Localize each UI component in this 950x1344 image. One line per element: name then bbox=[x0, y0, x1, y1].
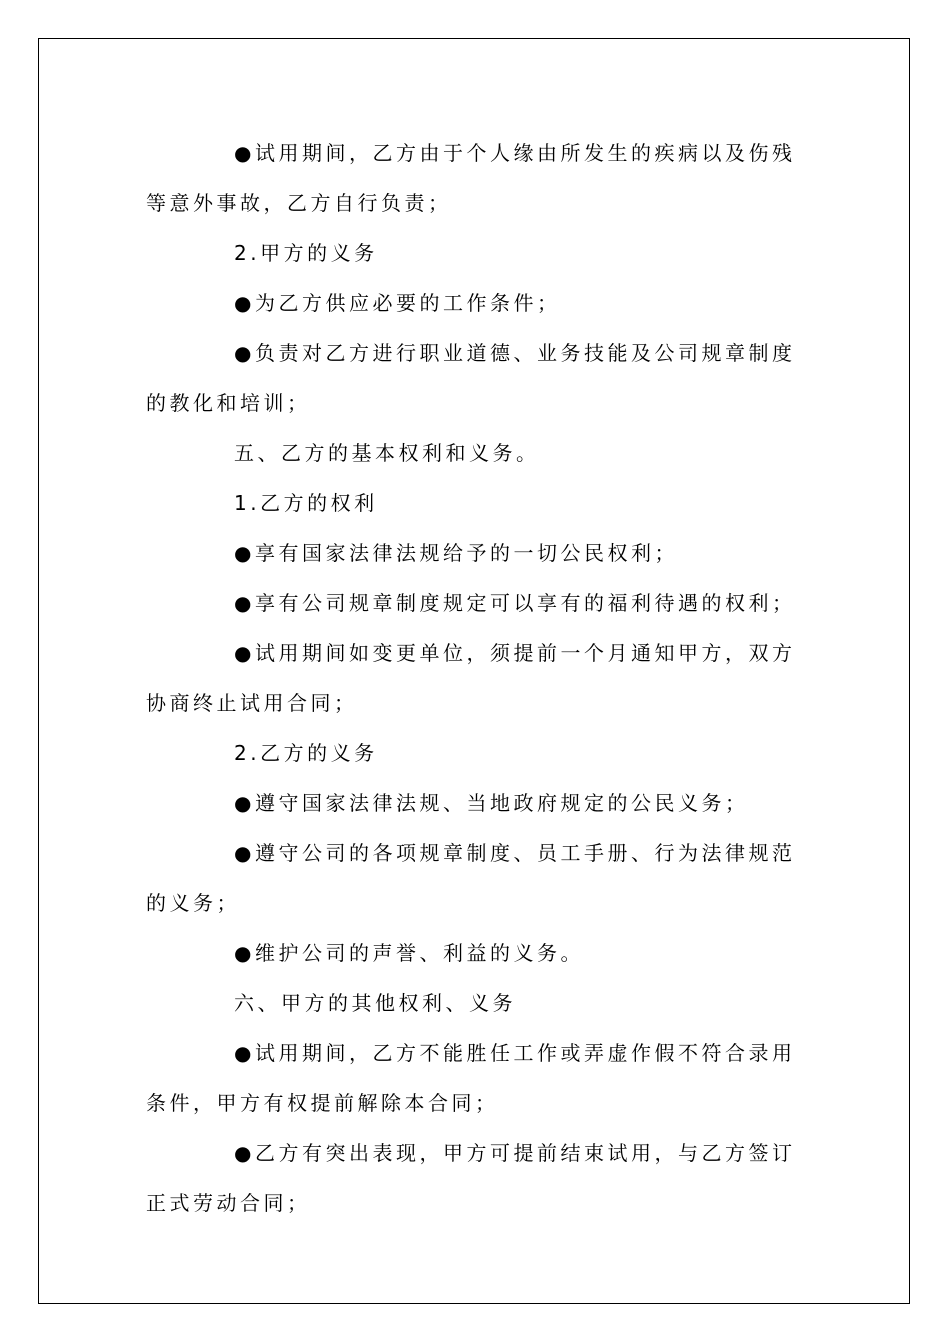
paragraph-company-reputation: ●维护公司的声誉、利益的义务。 bbox=[234, 941, 584, 965]
heading-section-five: 五、乙方的基本权利和义务。 bbox=[234, 441, 540, 465]
paragraph-civil-obligations: ●遵守国家法律法规、当地政府规定的公民义务； bbox=[234, 791, 749, 815]
heading-party-a-obligations: 2.甲方的义务 bbox=[234, 241, 378, 265]
paragraph-civil-rights: ●享有国家法律法规给予的一切公民权利； bbox=[234, 541, 678, 565]
paragraph-company-rules: ●遵守公司的各项规章制度、员工手册、行为法律规范的义务； bbox=[146, 841, 796, 915]
heading-party-b-rights: 1.乙方的权利 bbox=[234, 491, 378, 515]
paragraph-early-completion: ●乙方有突出表现，甲方可提前结束试用，与乙方签订正式劳动合同； bbox=[146, 1141, 796, 1215]
heading-party-b-obligations: 2.乙方的义务 bbox=[234, 741, 378, 765]
document-body bbox=[146, 128, 808, 1228]
paragraph-probation-illness: ●试用期间，乙方由于个人缘由所发生的疾病以及伤残等意外事故，乙方自行负责； bbox=[146, 141, 796, 215]
paragraph-welfare-rights: ●享有公司规章制度规定可以享有的福利待遇的权利； bbox=[234, 591, 796, 615]
paragraph-work-conditions: ●为乙方供应必要的工作条件； bbox=[234, 291, 561, 315]
paragraph-termination-right: ●试用期间，乙方不能胜任工作或弄虚作假不符合录用条件，甲方有权提前解除本合同； bbox=[146, 1041, 796, 1115]
paragraph-change-employer: ●试用期间如变更单位，须提前一个月通知甲方，双方协商终止试用合同； bbox=[146, 641, 796, 715]
paragraph-training: ●负责对乙方进行职业道德、业务技能及公司规章制度的教化和培训； bbox=[146, 341, 796, 415]
heading-section-six: 六、甲方的其他权利、义务 bbox=[234, 991, 516, 1015]
